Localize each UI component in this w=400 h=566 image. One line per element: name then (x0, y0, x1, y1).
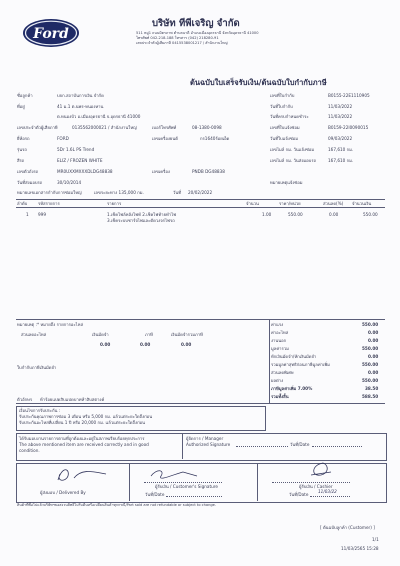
docinfo-label: เลขที่ใบแจ้งซ่อม (270, 125, 300, 130)
customer-address-label: ที่อยู่ (17, 104, 25, 109)
date-label: วันที่ (173, 190, 181, 195)
plate-label: เลขเครื่อง (152, 169, 170, 174)
docinfo-label: วันที่ครบกำหนดชำระ (270, 114, 309, 119)
customer-signature-label: ผู้รับเงิน / Customer's Signature (155, 484, 218, 489)
authorized-label: Authorized Signature (186, 442, 231, 447)
docinfo-value: 11/03/2022 (328, 104, 353, 109)
cashier-date-handwritten: 11/03/22 (318, 489, 337, 494)
col-header-desc: รายการ (107, 201, 122, 206)
chassis-label: เลขตัวถังรถ (17, 169, 39, 174)
grand-total-value: 588.50 (362, 394, 379, 399)
disc-header-tax: ภาษี (145, 332, 153, 337)
docinfo-label: เลขไมล์ กม. วันส่งมอบรถ (270, 158, 317, 163)
mileage-value: เลขระยะทาง 135,000 กม. (94, 190, 144, 195)
customer-taxid: 0135562000021 / สำนักงานใหญ่ (72, 125, 137, 130)
summary-label: ภาษีมูลค่าเพิ่ม 7.00% (271, 386, 313, 391)
col-header-code: รหัสรายการ (38, 201, 60, 206)
copy-label: [ ต้นฉบับลูกค้า (Customer) ] (320, 525, 375, 530)
summary-value: 550.00 (362, 322, 379, 327)
deliverer-label: ผู้ส่งมอบ / Delivered By (40, 490, 86, 495)
docinfo-value: 11/03/2022 (328, 114, 353, 119)
row-desc-line1: 1.เช็คไฟล์หลังไฟท์ 2.เช็คไฟท้ายทำไฟ (107, 212, 177, 217)
row-desc-line2: 3.เช็คระบบชาร์จไฟและตัดวงจรไฟรถ (107, 218, 175, 223)
printed-timestamp: 11/03/2565 15:28 (341, 546, 379, 551)
payment-label: ใบกำกับภาษีเงินมัดจำ (17, 365, 57, 370)
disc-header-deposit: เงินมัดจำ (92, 332, 109, 337)
cashier-date-label: วันที่/Date (289, 492, 309, 497)
customer-date-label: วันที่/Date (145, 492, 165, 497)
logo-text: Ford (33, 26, 69, 42)
cashier-signature-icon (305, 459, 335, 479)
summary-value: 550.00 (362, 346, 379, 351)
col-header-discount: ส่วนลด(%) (323, 201, 344, 206)
row-code: 999 (38, 212, 46, 217)
grand-total-label: รวมทั้งสิ้น (271, 394, 289, 399)
summary-label: มูลค่ารวม (271, 346, 289, 351)
customer-name-label: ชื่อลูกค้า (17, 93, 33, 98)
customer-phone: 08-1380-0098 (192, 125, 222, 130)
page-number: 1/1 (372, 537, 379, 542)
color-label: สีรถ (17, 158, 25, 163)
customer-phone-label: เบอร์โทรศัพท์ (152, 125, 177, 130)
customer-signature-icon (145, 464, 205, 484)
row-discount: 0.00 (329, 212, 339, 217)
deposit-value: 0.00 (100, 342, 111, 347)
col-header-no: ลำดับ (17, 201, 28, 206)
deliverer-signature-icon (48, 464, 118, 486)
summary-label: รวมมูลค่าสุทธิก่อนภาษีมูลค่าเพิ่ม (271, 362, 330, 367)
col-header-price: ราคา/หน่วย (279, 201, 301, 206)
warranty-line1: รับประกันคุณภาพการซ่อม 3 เดือน หรือ 5,000 กม. แล้วแต่ระยะใดถึงก่อน (19, 414, 153, 419)
manager-label: ผู้จัดการ / Manager (186, 436, 224, 441)
row-price: 550.00 (288, 212, 303, 217)
document-title: ต้นฉบับใบเสร็จรับเงิน/ต้นฉบับใบกำกับภาษี (190, 78, 327, 87)
docinfo-value: 167,610 กม. (328, 147, 354, 152)
deposit-tax-value: 0.00 (181, 342, 192, 347)
summary-value: 0.00 (368, 338, 379, 343)
delivery-date: 30/10/2014 (57, 180, 82, 185)
company-name: บริษัท ทีพีเจริญ จำกัด (152, 18, 240, 29)
summary-value: 550.00 (362, 362, 379, 367)
docinfo-value: B0159-22I0090015 (328, 125, 369, 130)
amount-words: ห้าร้อยแปดสิบแปดบาทห้าสิบสตางค์ (40, 397, 105, 402)
docinfo-label: วันที่ใบกำกับ (270, 104, 293, 109)
summary-value: 0.00 (368, 354, 379, 359)
ford-logo-icon (22, 18, 80, 48)
docinfo-label: เลขที่ใบกำกับ (270, 93, 295, 98)
summary-value: 0.00 (368, 370, 379, 375)
summary-label: งานนอก (271, 338, 287, 343)
company-tax-id: เลขประจำตัวผู้เสียภาษี 0415538001217 / สำนักงานใหญ่ (136, 41, 228, 45)
color-value: ELIZ / FROZEN WHITE (57, 158, 103, 163)
warranty-title: เงื่อนไขการรับประกัน : (19, 408, 61, 413)
manager-date-label: วันที่/Date (290, 442, 310, 447)
model-value: 5Dr 1.6L PS Trend (57, 147, 95, 152)
engine-number: กร1640ร้อยเอ็ด (200, 136, 230, 141)
brand-label: ยี่ห้อรถ (17, 136, 30, 141)
summary-value: 0.00 (368, 330, 379, 335)
company-address: 511 หมู่1 ถนนมิตรภาพ ตำบลนาดี อำเภอเมืองอุดรธานี จังหวัดอุดรธานี 41000 (136, 31, 259, 35)
customer-address-line1: 41 ม.1 ต.นพร-หนองหาน (57, 104, 104, 109)
brand-value: FORD (57, 136, 69, 141)
warranty-line2: รับประกันอะไหล่ที่เปลี่ยน 1 ปี หรือ 20,000 กม. แล้วแต่ระยะใดถึงก่อน (19, 420, 145, 425)
customer-address-line2: ต.หนองบัว อ.เมืองอุดรธานี จ.อุดรธานี 41000 (57, 114, 141, 119)
disc-header-parts: ส่วนลดอะไหล่ (21, 332, 47, 337)
company-phone: โทรศัพท์ 042-218-188 โทรสาร (042) 218280-91 (136, 36, 219, 40)
parts-note: หมายเหตุ :* หมายถึง รายการอะไหล่ (17, 322, 84, 327)
ack-english-1: The above mentioned item are received correctly and in good (19, 442, 149, 447)
summary-label: ค่าแรง (271, 322, 284, 327)
docinfo-value: 09/03/2022 (328, 136, 353, 141)
delivery-label: วันที่ส่งมอบรถ (17, 180, 43, 185)
docinfo-value: 167,610 กม. (328, 158, 354, 163)
ack-english-2: condition. (19, 448, 40, 453)
row-no: 1 (26, 212, 29, 217)
engine-label: เลขเครื่องยนต์ (152, 136, 178, 141)
customer-name: บจก.สถาบันการเงิน จำกัด (57, 93, 104, 98)
tax-value: 0.00 (140, 342, 151, 347)
mileage-doc-label: หมายเลขเอกสารกำกับการซ่อมใหญ่ (17, 190, 82, 195)
ack-thai: ได้รับมอบงานรายการตามที่ถูกต้องและอยู่ในสภาพเรียบร้อยทุกประการ (19, 436, 145, 441)
date-value: 20/02/2022 (188, 190, 213, 195)
summary-label: ผลต่าง (271, 378, 284, 383)
chassis-value: MR0UXXMXXXDLDG48838 (57, 169, 113, 174)
docinfo-label: วันที่ใบแจ้งซ่อม (270, 136, 298, 141)
summary-label: ค่าอะไหล่ (271, 330, 289, 335)
return-policy-note: สินค้าที่ซื้อไปแล้วบริษัทฯขอสงวนสิทธิ์ไม่รับคืนหรือเปลี่ยนสินค้าทุกกรณี/Part sold are not refundable or subject to change. (17, 503, 217, 507)
plate-value: PNDB DG48838 (192, 169, 225, 174)
docinfo-value: B0155-22E1110905 (328, 93, 370, 98)
row-qty: 1.00 (262, 212, 272, 217)
col-header-amount: จำนวนเงิน (352, 201, 372, 206)
docinfo-label: เลขไมล์ กม. วันแจ้งซ่อม (270, 147, 315, 152)
customer-taxid-label: เลขประจำตัวผู้เสียภาษี (17, 125, 58, 130)
amount-words-label: ตัวอักษร (17, 397, 33, 402)
col-header-qty: จำนวน (246, 201, 259, 206)
summary-value: 550.00 (362, 378, 379, 383)
model-label: รุ่นรถ (17, 147, 27, 152)
remark-label: หมายเหตุแจ้งซ่อม (270, 180, 303, 185)
disc-header-deposit-tax: เงินมัดจำรวมภาษี (171, 332, 203, 337)
row-amount: 550.00 (363, 212, 378, 217)
summary-label: ส่วนลดพิเศษ (271, 370, 294, 375)
summary-value: 38.50 (365, 386, 379, 391)
cashier-label: ผู้รับเงิน / Cashier (299, 484, 333, 489)
summary-label: หักเงินมัดจำ/หักเงินมัดจำ (271, 354, 317, 359)
